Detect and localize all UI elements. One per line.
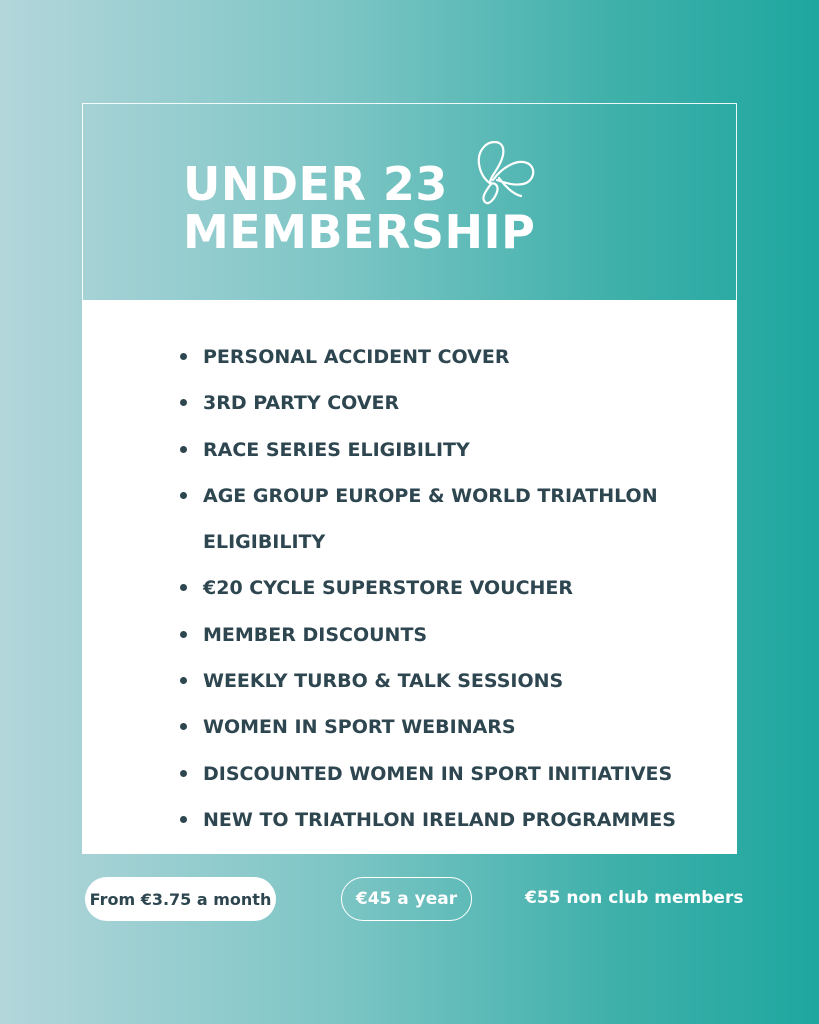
list-item: RACE SERIES ELIGIBILITY [180,427,700,473]
monthly-price-badge: From €3.75 a month [85,877,276,921]
benefits-panel [82,300,737,854]
list-item: NEW TO TRIATHLON IRELAND PROGRAMMES [180,797,700,843]
membership-card [82,103,737,854]
shamrock-logo-icon [469,136,539,208]
bullet-icon [180,723,187,730]
title-line-1: UNDER 23 [183,157,448,211]
benefits-list [180,334,700,843]
list-item: AGE GROUP EUROPE & WORLD TRIATHLON ELIGIBILITY [180,473,700,566]
bullet-icon [180,677,187,684]
bullet-icon [180,631,187,638]
bullet-icon [180,353,187,360]
list-item: DISCOUNTED WOMEN IN SPORT INITIATIVES [180,751,700,797]
card-header [82,103,737,300]
bullet-icon [180,584,187,591]
list-item: MEMBER DISCOUNTS [180,612,700,658]
bullet-icon [180,816,187,823]
non-club-price: €55 non club members [525,888,744,908]
yearly-price-badge: €45 a year [341,877,472,921]
list-item: €20 CYCLE SUPERSTORE VOUCHER [180,565,700,611]
bullet-icon [180,770,187,777]
list-item: PERSONAL ACCIDENT COVER [180,334,700,380]
bullet-icon [180,492,187,499]
list-item: 3RD PARTY COVER [180,380,700,426]
list-item: WEEKLY TURBO & TALK SESSIONS [180,658,700,704]
bullet-icon [180,446,187,453]
title-line-2: MEMBERSHIP [183,205,536,259]
list-item: WOMEN IN SPORT WEBINARS [180,704,700,750]
bullet-icon [180,399,187,406]
